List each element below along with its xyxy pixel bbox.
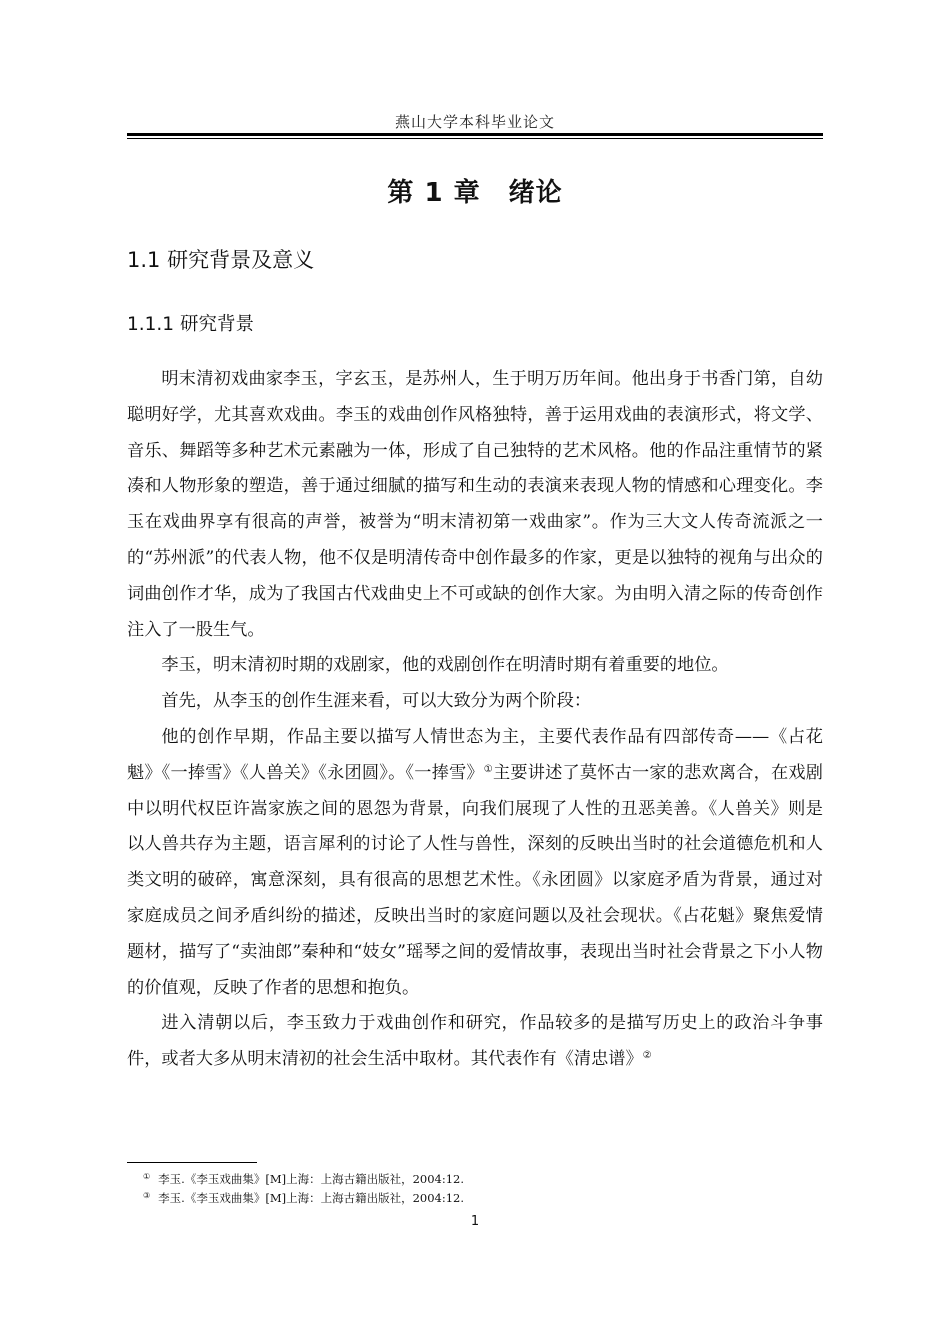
paragraph-2: 李玉，明末清初时期的戏剧家，他的戏剧创作在明清时期有着重要的地位。 bbox=[161, 655, 729, 676]
section-heading: 1.1 研究背景及意义 bbox=[127, 248, 315, 272]
paragraph-4-part-2: 主要讲述了莫怀古一家的悲欢离合，在戏剧中以明代权臣许嵩家族之间的恩怨为背景，向我们展现了人性的丑恶美善。《人兽关》则是以人兽共存为主题，语言犀利的讨论了人性与兽性，深刻的反映出当时的社会道德危机和人类文明的破碎，寓意深刻，具有很高的思想艺术性。《永团圆》以家庭矛盾为背景，通过对家庭成员之间矛盾纠纷的描述，反映出当时的家庭问题以及社会现状。《占花魁》聚焦爱情题材，描写了“卖油郎”秦种和“妓女”瑶琴之间的爱情故事，表现出当时社会背景之下小人物的价值观，反映了作者的思想和抱负。 bbox=[127, 762, 823, 998]
header-rule-thick bbox=[127, 133, 823, 136]
chapter-title: 绪论 bbox=[508, 178, 563, 208]
footnote-separator bbox=[127, 1162, 257, 1163]
paragraph-4-part-1: 他的创作早期，作品主要以描写人情世态为主，主要代表作品有四部传奇——《占花魁》《一捧雪》《人兽关》《永团圆》。《一捧雪》 bbox=[127, 726, 823, 783]
footnote-text: 李玉.《李玉戏曲集》[M]上海：上海古籍出版社，2004:12. bbox=[158, 1172, 465, 1186]
footnote-mark: ③ bbox=[143, 1191, 151, 1200]
chapter-number: 第 1 章 bbox=[387, 178, 481, 208]
chapter-heading bbox=[127, 172, 823, 209]
footnote-2 bbox=[143, 1189, 803, 1208]
paragraph-5 bbox=[127, 1006, 823, 1078]
footnote-1 bbox=[143, 1170, 803, 1189]
footnote-mark: ① bbox=[143, 1172, 151, 1181]
paragraph-3: 首先，从李玉的创作生涯来看，可以大致分为两个阶段： bbox=[161, 691, 592, 712]
page-number: 1 bbox=[470, 1214, 480, 1229]
footnote-ref-1[interactable]: ① bbox=[483, 763, 493, 775]
footnote-ref-2[interactable]: ② bbox=[642, 1050, 652, 1062]
body-text bbox=[127, 362, 823, 1078]
paragraph-1: 明末清初戏曲家李玉，字玄玉，是苏州人，生于明万历年间。他出身于书香门第，自幼聪明好学，尤其喜欢戏曲。李玉的戏曲创作风格独特，善于运用戏曲的表演形式，将文学、音乐、舞蹈等多种艺术元素融为一体，形成了自己独特的艺术风格。他的作品注重情节的紧凑和人物形象的塑造，善于通过细腻的描写和生动的表演来表现人物的情感和心理变化。李玉在戏曲界享有很高的声誉，被誉为“明末清初第一戏曲家”。作为三大文人传奇流派之一的“苏州派”的代表人物，他不仅是明清传奇中创作最多的作家，更是以独特的视角与出众的词曲创作才华，成为了我国古代戏曲史上不可或缺的创作大家。为由明入清之际的传奇创作注入了一股生气。 bbox=[127, 369, 823, 640]
header-rule-thin bbox=[127, 138, 823, 139]
subsection-heading: 1.1.1 研究背景 bbox=[127, 314, 254, 335]
paragraph-5-part-1: 进入清朝以后，李玉致力于戏曲创作和研究，作品较多的是描写历史上的政治斗争事件，或者大多从明末清初的社会生活中取材。其代表作有《清忠谱》 bbox=[127, 1013, 823, 1070]
footnote-text: 李玉.《李玉戏曲集》[M]上海：上海古籍出版社，2004:12. bbox=[158, 1191, 465, 1205]
footnotes bbox=[143, 1170, 803, 1208]
running-header: 燕山大学本科毕业论文 bbox=[394, 113, 555, 131]
paragraph-4 bbox=[127, 720, 823, 1006]
